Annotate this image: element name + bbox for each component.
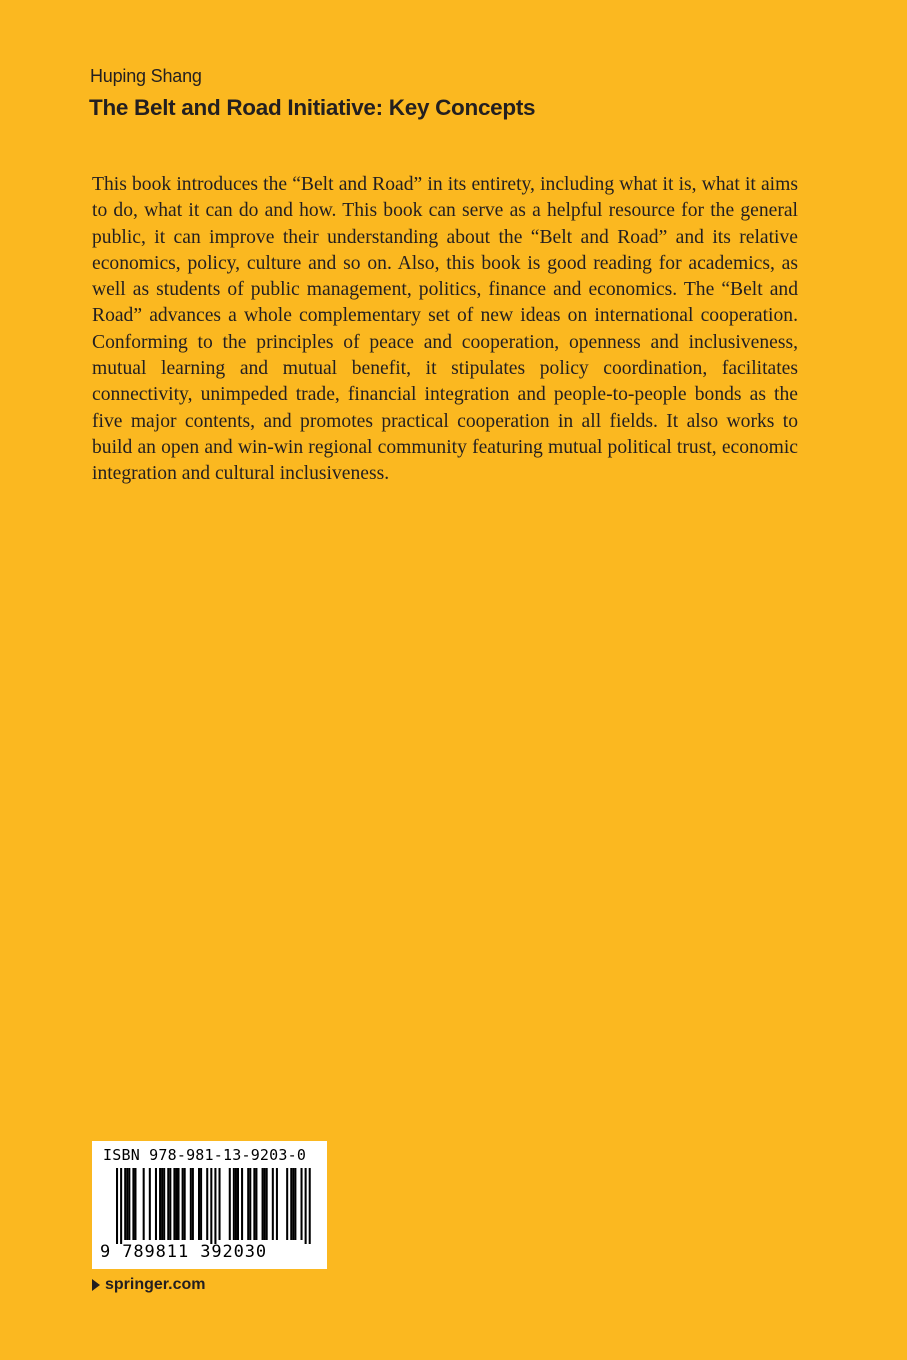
barcode-bar bbox=[305, 1168, 307, 1244]
barcode-box bbox=[92, 1141, 327, 1269]
barcode-bar bbox=[190, 1168, 192, 1240]
barcode-bar bbox=[235, 1168, 237, 1240]
barcode-bar bbox=[182, 1168, 184, 1240]
barcode-bar bbox=[124, 1168, 126, 1240]
barcode-bar bbox=[214, 1168, 216, 1244]
barcode-bar bbox=[241, 1168, 243, 1240]
barcode-bar bbox=[206, 1168, 208, 1240]
isbn-label: ISBN 978-981-13-9203-0 bbox=[103, 1146, 307, 1164]
barcode-bar bbox=[272, 1168, 274, 1240]
barcode-bar bbox=[233, 1168, 235, 1240]
barcode-bar bbox=[255, 1168, 257, 1240]
barcode-bar bbox=[247, 1168, 249, 1240]
barcode-bar bbox=[178, 1168, 180, 1240]
barcode-bar bbox=[159, 1168, 161, 1240]
barcode-bar bbox=[229, 1168, 231, 1240]
barcode-bar bbox=[219, 1168, 221, 1240]
barcode-bar bbox=[167, 1168, 169, 1240]
barcode-bar bbox=[116, 1168, 118, 1244]
barcode-bar bbox=[266, 1168, 268, 1240]
publisher-website: springer.com bbox=[105, 1276, 206, 1293]
barcode-bar bbox=[253, 1168, 255, 1240]
book-description: This book introduces the “Belt and Road” in its entirety, including what it is, what it aims to do, what it can do and how. This book can serve as a helpful resource for the general public, it can improve their understanding about the “Belt and Road” and its relative economics, policy, culture and so on. Also, this book is good reading for academics, as well as students of public management, politics, finance and economics. The “Belt and Road” advances a whole complementary set of new ideas on international cooperation. Conforming to the principles of peace and cooperation, openness and inclusiveness, mutual learning and mutual benefit, it stipulates policy coordination, facilitates connectivity, unimpeded trade, financial integration and people-to-people bonds as the five major contents, and promotes practical cooperation in all fields. It also works to build an open and win-win regional community featuring mutual political trust, economic integration and cultural inclusiveness. bbox=[92, 174, 798, 485]
author-name: Huping Shang bbox=[90, 66, 202, 86]
barcode-bar bbox=[143, 1168, 145, 1240]
barcode-bar bbox=[309, 1168, 311, 1244]
barcode-bars bbox=[92, 1168, 327, 1244]
barcode-bar bbox=[192, 1168, 194, 1240]
barcode-bar bbox=[128, 1168, 130, 1240]
barcode-digits: 9 789811 392030 bbox=[100, 1242, 268, 1262]
barcode-bar bbox=[286, 1168, 288, 1240]
barcode-bar bbox=[210, 1168, 212, 1244]
barcode-bar bbox=[175, 1168, 177, 1240]
book-title: The Belt and Road Initiative: Key Concepts bbox=[89, 95, 536, 120]
barcode-bar bbox=[173, 1168, 175, 1240]
barcode-bar bbox=[264, 1168, 266, 1240]
barcode-bar bbox=[169, 1168, 171, 1240]
barcode-bar bbox=[120, 1168, 122, 1244]
barcode-bar bbox=[126, 1168, 128, 1240]
barcode-bar bbox=[161, 1168, 163, 1240]
barcode-bar bbox=[276, 1168, 278, 1240]
barcode-bar bbox=[132, 1168, 134, 1240]
barcode-bar bbox=[262, 1168, 264, 1240]
barcode-bar bbox=[294, 1168, 296, 1240]
barcode-bar bbox=[184, 1168, 186, 1240]
barcode-bar bbox=[149, 1168, 151, 1240]
publisher-link[interactable] bbox=[92, 1276, 205, 1294]
barcode-bar bbox=[200, 1168, 202, 1240]
barcode-bar bbox=[301, 1168, 303, 1240]
barcode-bar bbox=[249, 1168, 251, 1240]
barcode-bar bbox=[134, 1168, 136, 1240]
barcode-bar bbox=[155, 1168, 157, 1240]
barcode-bar bbox=[237, 1168, 239, 1240]
barcode-bar bbox=[198, 1168, 200, 1240]
barcode-bar bbox=[292, 1168, 294, 1240]
barcode-bar bbox=[290, 1168, 292, 1240]
triangle-arrow-icon bbox=[92, 1279, 100, 1291]
barcode-bar bbox=[163, 1168, 165, 1240]
